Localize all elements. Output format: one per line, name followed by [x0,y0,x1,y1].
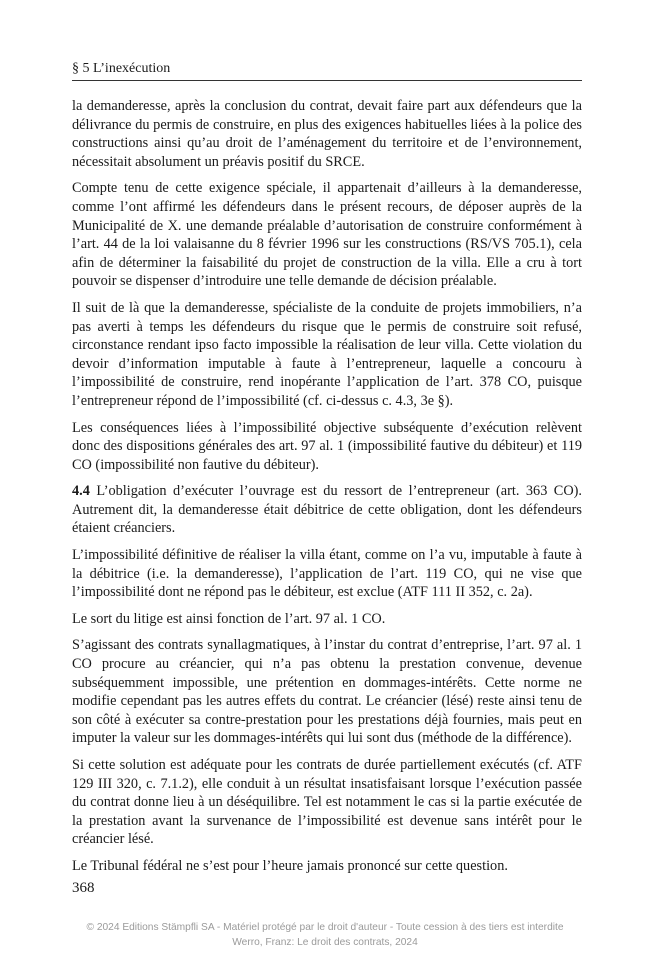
paragraph [72,97,582,171]
paragraph-text: Les conséquences liées à l’impossibilité objective subséquente d’exécution relèvent donc des dispositions générales des art. 97 al. 1 (impossibilité fautive du débiteur) et 119 CO (impossibilité non fautive du débiteur). [72,419,582,473]
paragraph [72,756,582,849]
paragraph-text: Le Tribunal fédéral ne s’est pour l’heure jamais prononcé sur cette question. [72,857,508,874]
paragraph [72,482,582,538]
paragraph-text: la demanderesse, après la conclusion du contrat, devait faire part aux défendeurs que la délivrance du permis de construire, en plus des exigences habituelles liées à la police des constructions ainsi qu’au droit de l’aménagement du territoire et de l’environnement, nécessitait absolument un préavis positif du SRCE. [72,98,582,170]
paragraph-text: Il suit de là que la demanderesse, spécialiste de la conduite de projets immobiliers, n’a pas averti à temps les défendeurs du risque que le permis de construire soit refusé, circonstance rendant ipso facto impossible la réalisation de leur villa. Cette violation du devoir d’information imputable à faute à l’entrepreneur, laquelle a concouru à l’impossibilité de construire, rend inopérante l’application de l’art. 378 CO, puisque l’entrepreneur répond de l’impossibilité (cf. ci-dessus c. 4.3, 3e §). [72,299,582,409]
paragraph-text: L’obligation d’exécuter l’ouvrage est du ressort de l’entrepreneur (art. 363 CO). Autrement dit, la demanderesse était débitrice de cette obligation, dont les défendeurs étaient créanciers. [72,483,582,537]
copyright-footer [0,920,650,950]
paragraph-text: L’impossibilité définitive de réaliser la villa étant, comme on l’a vu, imputable à faute à la débitrice (i.e. la demanderesse), l’application de l’art. 119 CO, qui ne vise que l’impossibilité dont ne répond pas le débiteur, est exclue (ATF 111 II 352, c. 2a). [72,547,582,601]
footer-copyright-line: © 2024 Editions Stämpfli SA - Matériel protégé par le droit d'auteur - Toute cession à des tiers est interdite [86,922,564,933]
paragraph-text: Si cette solution est adéquate pour les contrats de durée partiellement exécutés (cf. ATF 129 III 320, c. 7.1.2), elle conduit à un résultat insatisfaisant lorsque l’exécution passée du contrat donne lieu à un déséquilibre. Tel est notamment le cas si la partie exécutée de la prestation avant la survenance de l’impossibilité est devenue sans intérêt pour le créancier lésé. [72,757,582,848]
paragraph [72,179,582,291]
page-number: 368 [72,880,95,896]
paragraph-text: S’agissant des contrats synallagmatiques, à l’instar du contrat d’entreprise, l’art. 97 al. 1 CO procure au créancier, qui n’a pas obtenu la prestation convenue, devenue subséquemment impossible, une prétention en dommages-intérêts. Cette norme ne modifie cependant pas les autres effets du contrat. Le créancier (lésé) reste ainsi tenu de son côté à exécuter sa contre-prestation pour les prestations déjà fournies, mais peut en imputer la valeur sur les dommages-intérêts qui lui sont dus (méthode de la différence). [72,637,582,747]
paragraph [72,857,582,876]
footer-citation-line: Werro, Franz: Le droit des contrats, 2024 [232,937,418,948]
paragraph-text: Le sort du litige est ainsi fonction de l’art. 97 al. 1 CO. [72,610,386,627]
paragraph [72,610,582,629]
paragraph [72,636,582,748]
paragraph [72,546,582,602]
running-header: § 5 L’inexécution [72,60,582,81]
paragraph-text: Compte tenu de cette exigence spéciale, il appartenait d’ailleurs à la demanderesse, comme l’ont affirmé les défendeurs dans le présent recours, de déposer auprès de la Municipalité de X. une demande préalable d’autorisation de construire conformément à l’art. 44 de la loi valaisanne du 8 février 1996 sur les constructions (RS/VS 705.1), cela afin de déterminer la faisabilité du projet de construction de la villa. Elle a cru à tort pouvoir se dispenser d’introduire une telle demande de décision préalable. [72,180,582,290]
page-body [72,97,582,884]
section-number: 4.4 [72,483,90,500]
paragraph [72,299,582,411]
paragraph [72,419,582,475]
